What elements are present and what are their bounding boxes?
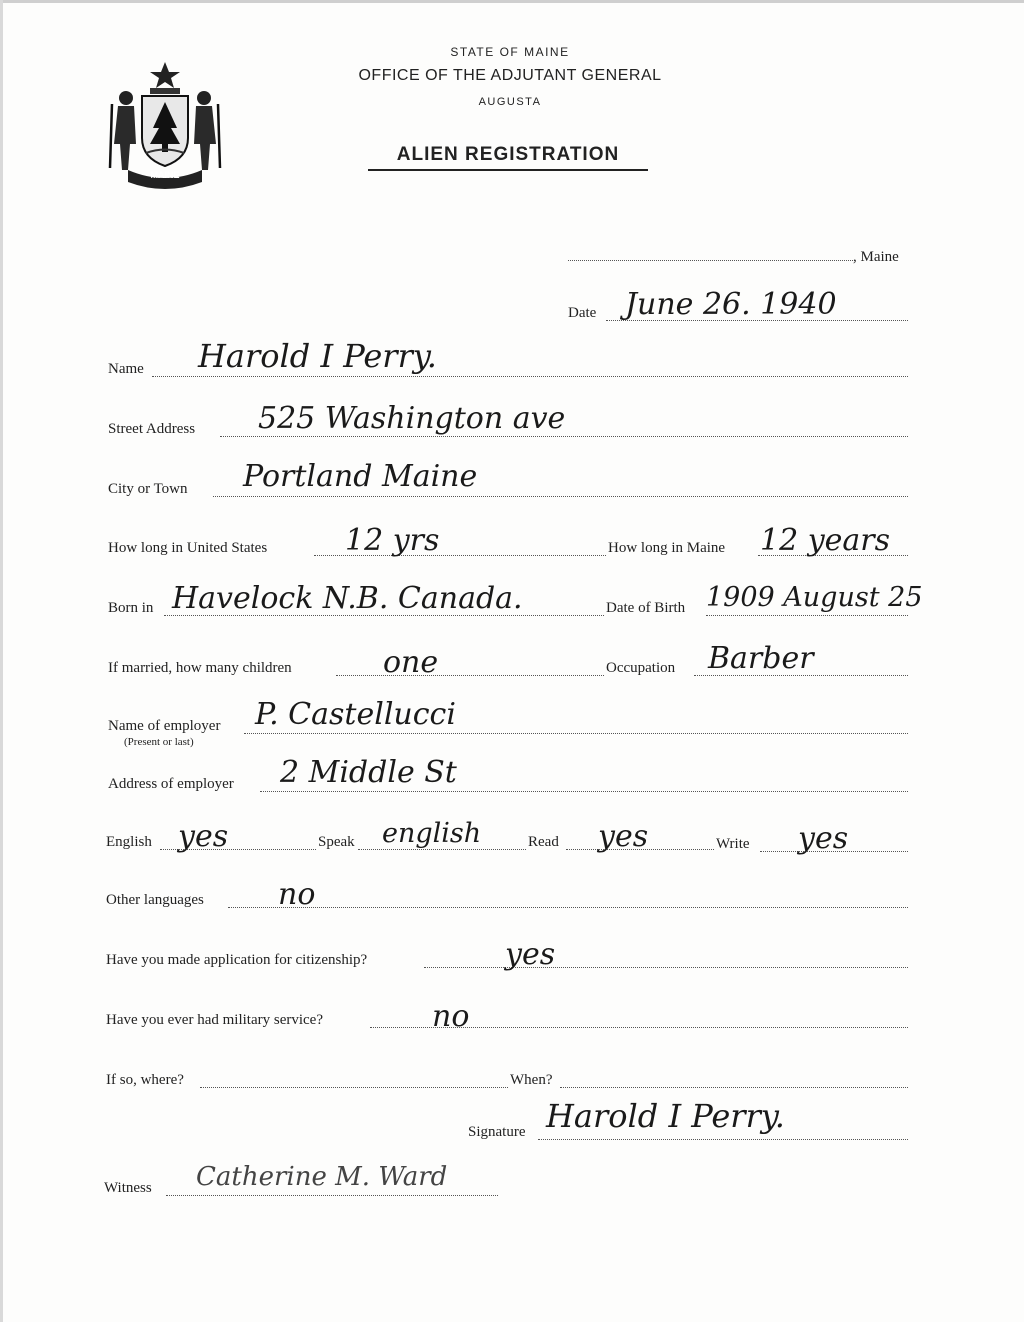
label-occupation: Occupation [606,660,676,676]
label-citizenship: Have you made application for citizenship? [106,952,368,968]
label-write: Write [716,836,750,852]
value-read: yes [598,819,649,854]
value-city: Portland Maine [243,459,478,494]
scan-border-top [0,0,1024,3]
label-military: Have you ever had military service? [106,1012,323,1028]
header-state: STATE OF MAINE [450,45,570,59]
signature-line [538,1139,908,1140]
label-city: City or Town [108,481,188,497]
street-line [220,436,908,437]
label-born-in: Born in [108,600,154,616]
label-how-long-maine: How long in Maine [608,540,726,556]
scan-border-left [0,0,3,1322]
seal-banner-text: MAINE [150,170,180,180]
form-title: ALIEN REGISTRATION [368,144,648,171]
city-line [213,496,908,497]
value-employer-address: 2 Middle St [280,755,457,790]
label-read: Read [528,834,559,850]
label-street: Street Address [108,421,196,437]
value-name: Harold I Perry. [198,337,437,375]
label-employer-note: (Present or last) [124,736,194,748]
label-name: Name [108,361,144,377]
name-line [152,376,908,377]
employer-line [244,733,908,734]
value-signature: Harold I Perry. [546,1097,785,1135]
header-office: OFFICE OF THE ADJUTANT GENERAL [358,67,662,84]
place-line [568,260,853,261]
value-citizenship: yes [505,937,556,972]
value-date-of-birth: 1909 August 25 [706,582,923,613]
value-date: June 26. 1940 [625,287,837,322]
value-other-languages: no [278,877,316,912]
value-military: no [432,999,470,1034]
value-witness: Catherine M. Ward [196,1162,448,1192]
value-how-long-us: 12 yrs [345,523,440,558]
label-english: English [106,834,152,850]
value-occupation: Barber [708,641,814,676]
label-speak: Speak [318,834,355,850]
value-street: 525 Washington ave [258,401,566,436]
value-write: yes [798,821,849,856]
employer-address-line [260,791,908,792]
label-how-long-us: How long in United States [108,540,268,556]
label-employer-address: Address of employer [108,776,234,792]
citizenship-line [424,967,908,968]
value-employer: P. Castellucci [255,697,456,732]
speak-line [358,849,526,850]
label-maine: , Maine [853,249,899,265]
value-children: one [383,645,439,680]
other-languages-line [228,907,908,908]
label-where: If so, where? [106,1072,184,1088]
label-witness: Witness [104,1180,152,1196]
where-line [200,1087,508,1088]
label-employer: Name of employer [108,718,221,734]
label-when: When? [510,1072,553,1088]
value-born-in: Havelock N.B. Canada. [172,581,523,616]
label-signature: Signature [468,1124,526,1140]
children-line [336,675,604,676]
value-english: yes [178,819,229,854]
label-children: If married, how many children [108,660,292,676]
witness-line [166,1195,498,1196]
date-of-birth-line [706,615,908,616]
label-other-languages: Other languages [106,892,204,908]
header-city: AUGUSTA [478,96,542,108]
label-date: Date [568,305,597,321]
value-how-long-maine: 12 years [760,523,891,558]
label-date-of-birth: Date of Birth [606,600,686,616]
when-line [560,1087,908,1088]
value-speak: english [382,818,482,849]
